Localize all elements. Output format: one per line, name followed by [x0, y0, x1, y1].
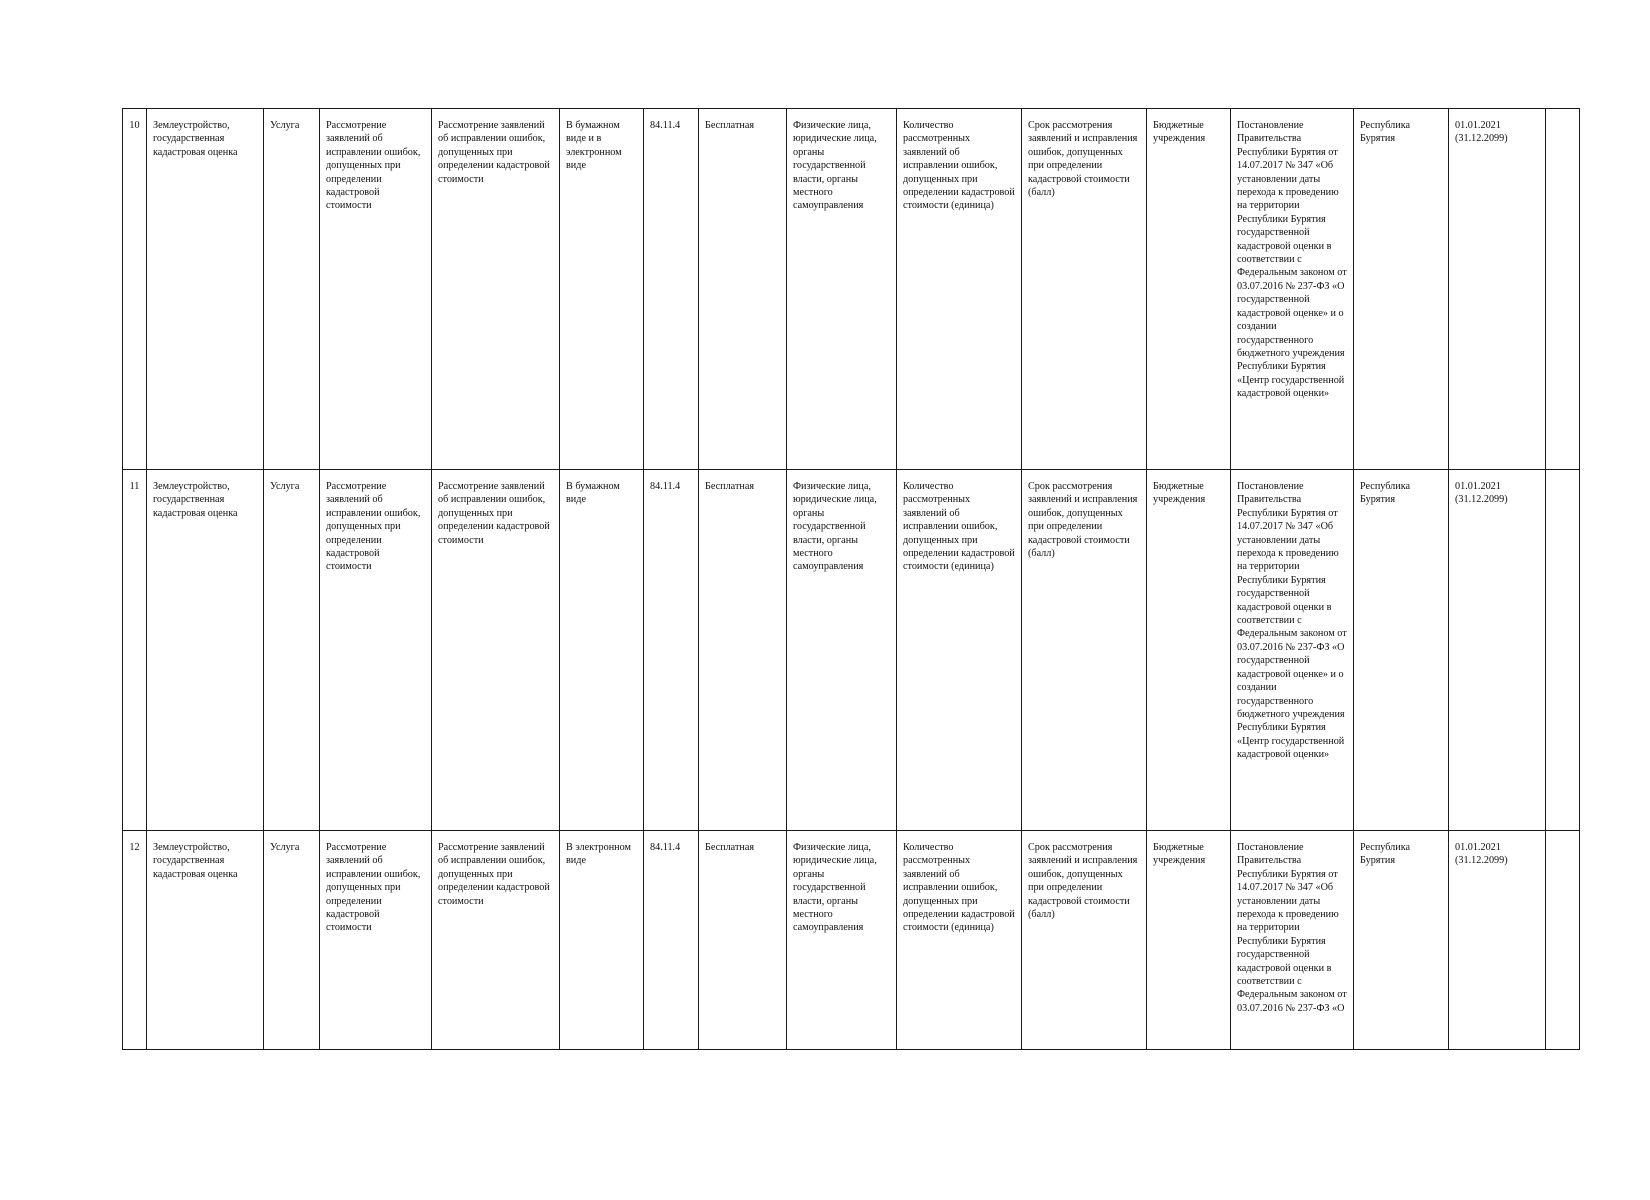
- service-type: Услуга: [264, 470, 320, 831]
- quality-indicator: Срок рассмотрения заявлений и исправления ошибок, допущенных при определении кадастровой стоимости (балл): [1022, 470, 1147, 831]
- table-row: [123, 109, 1580, 470]
- institution-type: Бюджетные учреждения: [1147, 109, 1231, 470]
- activity-sphere: Землеустройство, государственная кадастровая оценка: [147, 831, 264, 1050]
- validity-dates: 01.01.2021 (31.12.2099): [1449, 831, 1546, 1050]
- empty-cell: [1546, 109, 1580, 470]
- institution-type: Бюджетные учреждения: [1147, 831, 1231, 1050]
- table-row: [123, 831, 1580, 1050]
- payment-type: Бесплатная: [699, 831, 787, 1050]
- consumer-categories: Физические лица, юридические лица, органы государственной власти, органы местного самоуправления: [787, 470, 897, 831]
- provision-form: В электронном виде: [560, 831, 644, 1050]
- payment-type: Бесплатная: [699, 109, 787, 470]
- legal-basis: Постановление Правительства Республики Бурятия от 14.07.2017 № 347 «Об установлении даты перехода к проведению на территории Республики Бурятия государственной кадастровой оценки в соответствии с Федеральным законом от 03.07.2016 № 237-ФЗ «О государственной кадастровой оценке» и о создании государственного бюджетного учреждения Республики Бурятия «Центр государственной кадастровой оценки»: [1231, 109, 1354, 470]
- activity-sphere: Землеустройство, государственная кадастровая оценка: [147, 109, 264, 470]
- service-content: Рассмотрение заявлений об исправлении ошибок, допущенных при определении кадастровой стоимости: [432, 831, 560, 1050]
- region: Республика Бурятия: [1354, 109, 1449, 470]
- legal-basis: Постановление Правительства Республики Бурятия от 14.07.2017 № 347 «Об установлении даты перехода к проведению на территории Республики Бурятия государственной кадастровой оценки в соответствии с Федеральным законом от 03.07.2016 № 237-ФЗ «О государственной кадастровой оценке» и о создании государственного бюджетного учреждения Республики Бурятия «Центр государственной кадастровой оценки»: [1231, 470, 1354, 831]
- empty-cell: [1546, 831, 1580, 1050]
- quality-indicator: Срок рассмотрения заявлений и исправления ошибок, допущенных при определении кадастровой стоимости (балл): [1022, 831, 1147, 1050]
- validity-dates: 01.01.2021 (31.12.2099): [1449, 470, 1546, 831]
- quality-indicator: Срок рассмотрения заявлений и исправления ошибок, допущенных при определении кадастровой стоимости (балл): [1022, 109, 1147, 470]
- consumer-categories: Физические лица, юридические лица, органы государственной власти, органы местного самоуправления: [787, 831, 897, 1050]
- row-number: 10: [123, 109, 147, 470]
- provision-form: В бумажном виде: [560, 470, 644, 831]
- service-content: Рассмотрение заявлений об исправлении ошибок, допущенных при определении кадастровой стоимости: [432, 470, 560, 831]
- provision-form: В бумажном виде и в электронном виде: [560, 109, 644, 470]
- volume-indicator: Количество рассмотренных заявлений об исправлении ошибок, допущенных при определении кадастровой стоимости (единица): [897, 470, 1022, 831]
- service-name: Рассмотрение заявлений об исправлении ошибок, допущенных при определении кадастровой стоимости: [320, 109, 432, 470]
- volume-indicator: Количество рассмотренных заявлений об исправлении ошибок, допущенных при определении кадастровой стоимости (единица): [897, 831, 1022, 1050]
- service-content: Рассмотрение заявлений об исправлении ошибок, допущенных при определении кадастровой стоимости: [432, 109, 560, 470]
- payment-type: Бесплатная: [699, 470, 787, 831]
- legal-basis: Постановление Правительства Республики Бурятия от 14.07.2017 № 347 «Об установлении даты перехода к проведению на территории Республики Бурятия государственной кадастровой оценки в соответствии с Федеральным законом от 03.07.2016 № 237-ФЗ «О: [1231, 831, 1354, 1050]
- row-number: 12: [123, 831, 147, 1050]
- service-type: Услуга: [264, 109, 320, 470]
- table-row: [123, 470, 1580, 831]
- institution-type: Бюджетные учреждения: [1147, 470, 1231, 831]
- empty-cell: [1546, 470, 1580, 831]
- okved-code: 84.11.4: [644, 470, 699, 831]
- region: Республика Бурятия: [1354, 470, 1449, 831]
- region: Республика Бурятия: [1354, 831, 1449, 1050]
- activity-sphere: Землеустройство, государственная кадастровая оценка: [147, 470, 264, 831]
- service-name: Рассмотрение заявлений об исправлении ошибок, допущенных при определении кадастровой стоимости: [320, 831, 432, 1050]
- volume-indicator: Количество рассмотренных заявлений об исправлении ошибок, допущенных при определении кадастровой стоимости (единица): [897, 109, 1022, 470]
- okved-code: 84.11.4: [644, 831, 699, 1050]
- service-name: Рассмотрение заявлений об исправлении ошибок, допущенных при определении кадастровой стоимости: [320, 470, 432, 831]
- validity-dates: 01.01.2021 (31.12.2099): [1449, 109, 1546, 470]
- registry-table: [122, 108, 1580, 1050]
- row-number: 11: [123, 470, 147, 831]
- service-type: Услуга: [264, 831, 320, 1050]
- okved-code: 84.11.4: [644, 109, 699, 470]
- consumer-categories: Физические лица, юридические лица, органы государственной власти, органы местного самоуправления: [787, 109, 897, 470]
